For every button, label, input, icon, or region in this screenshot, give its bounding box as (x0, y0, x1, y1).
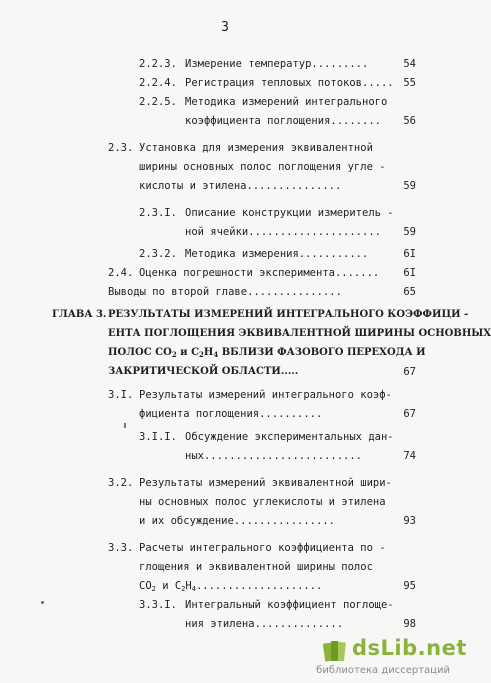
page-ref: 95 (403, 580, 416, 592)
chapter-title: ЕНТА ПОГЛОЩЕНИЯ ЭКВИВАЛЕНТНОЙ ШИРИНЫ ОСНОВНЫХ (108, 328, 491, 339)
section-number: 3.2. (108, 477, 134, 489)
entry-title: ния этилена.............. (185, 618, 344, 630)
toc-entry (0, 599, 450, 618)
watermark-logo (316, 636, 467, 678)
entry-title: коэффициента поглощения........ (185, 115, 381, 127)
page-ref: 59 (403, 226, 416, 238)
section-number: 2.2.3. (139, 58, 177, 70)
entry-title: ширины основных полос поглощения угле - (139, 161, 386, 173)
toc-entry (0, 542, 450, 561)
entry-title: Установка для измерения эквивалентной (139, 142, 373, 154)
toc-entry (0, 142, 450, 161)
page-ref: 54 (403, 58, 416, 70)
watermark-name: dsLib.net (352, 636, 467, 660)
entry-title: Выводы по второй главе............... (108, 286, 342, 298)
entry-title: Методика измерений интегрального (185, 96, 388, 108)
page-ref: 98 (403, 618, 416, 630)
page-ref: 65 (403, 286, 416, 298)
entry-title: и их обсуждение................ (139, 515, 335, 527)
page-ref: 59 (403, 180, 416, 192)
page-number: 3 (221, 20, 229, 35)
toc-entry (0, 207, 450, 226)
entry-title: ных......................... (185, 450, 363, 462)
entry-title: кислоты и этилена............... (139, 180, 342, 192)
section-number: 2.3. (108, 142, 134, 154)
entry-title: ной ячейки..................... (185, 226, 381, 238)
section-number: 3.I. (108, 389, 134, 401)
section-number: 2.2.5. (139, 96, 177, 108)
section-number: 3.3.I. (139, 599, 177, 611)
section-number: 3.I.I. (139, 431, 177, 443)
toc-entry (0, 77, 450, 96)
table-of-contents (0, 58, 491, 637)
entry-title: Обсуждение экспериментальных дан- (185, 431, 394, 443)
book-stack-icon (322, 639, 350, 663)
toc-entry (0, 267, 450, 286)
page-ref: 6I (403, 248, 416, 260)
section-number: 2.2.4. (139, 77, 177, 89)
section-number: 3.3. (108, 542, 134, 554)
entry-title: Расчеты интегрального коэффициента по - (139, 542, 386, 554)
toc-entry-continuation (0, 450, 450, 469)
chapter-title: ПОЛОС $CO_2$ и $C_2H_4$ ВБЛИЗИ ФАЗОВОГО ПЕРЕХОДА И (108, 347, 426, 359)
toc-entry-continuation (0, 408, 450, 427)
entry-title: Оценка погрешности эксперимента....... (139, 267, 380, 279)
entry-title: Результаты измерений эквивалентной шири- (139, 477, 392, 489)
entry-title: Интегральный коэффициент поглоще- (185, 599, 394, 611)
chapter-number: ГЛАВА 3. (52, 309, 107, 320)
chapter-heading-continuation (0, 328, 491, 347)
entry-title: Измерение температур......... (185, 58, 369, 70)
page-ref: 74 (403, 450, 416, 462)
toc-entry-continuation (0, 226, 450, 245)
watermark-tagline: библиотека диссертаций (316, 665, 450, 676)
toc-entry-continuation (0, 580, 450, 599)
toc-entry (0, 96, 450, 115)
entry-title: Результаты измерений интегрального коэф- (139, 389, 392, 401)
toc-entry (0, 58, 450, 77)
chapter-title: РЕЗУЛЬТАТЫ ИЗМЕРЕНИЙ ИНТЕГРАЛЬНОГО КОЭФФИЦИ - (108, 309, 469, 320)
scan-speck (124, 423, 126, 428)
scan-speck (41, 601, 44, 604)
chapter-heading (0, 309, 469, 328)
toc-entry (0, 389, 450, 408)
section-number: 2.4. (108, 267, 134, 279)
page-ref: 93 (403, 515, 416, 527)
entry-title: фициента поглощения.......... (139, 408, 323, 420)
entry-title: ны основных полос углекислоты и этилена (139, 496, 386, 508)
toc-entry-continuation (0, 561, 450, 580)
toc-entry-continuation (0, 496, 450, 515)
page-ref: 6I (403, 267, 416, 279)
page-ref: 55 (403, 77, 416, 89)
toc-entry-continuation (0, 618, 450, 637)
page-ref: 67 (403, 366, 416, 378)
toc-entry-continuation (0, 161, 450, 180)
page-ref: 67 (403, 408, 416, 420)
toc-entry (0, 477, 450, 496)
chapter-heading-continuation (0, 366, 450, 385)
section-number: 2.3.2. (139, 248, 177, 260)
toc-entry-continuation (0, 115, 450, 134)
entry-title: Методика измерения........... (185, 248, 369, 260)
toc-entry (0, 248, 450, 267)
chapter-title: ЗАКРИТИЧЕСКОЙ ОБЛАСТИ..... (108, 366, 299, 377)
entry-title: $CO_2$ и $C_2H_4$.................... (139, 580, 323, 593)
toc-entry (0, 431, 450, 450)
toc-entry (0, 286, 450, 305)
entry-title: Регистрация тепловых потоков..... (185, 77, 394, 89)
entry-title: Описание конструкции измеритель - (185, 207, 394, 219)
chapter-heading-continuation (0, 347, 450, 366)
toc-entry-continuation (0, 515, 450, 534)
toc-entry-continuation (0, 180, 450, 199)
section-number: 2.3.I. (139, 207, 177, 219)
entry-title: глощения и эквивалентной ширины полос (139, 561, 373, 573)
page-ref: 56 (403, 115, 416, 127)
